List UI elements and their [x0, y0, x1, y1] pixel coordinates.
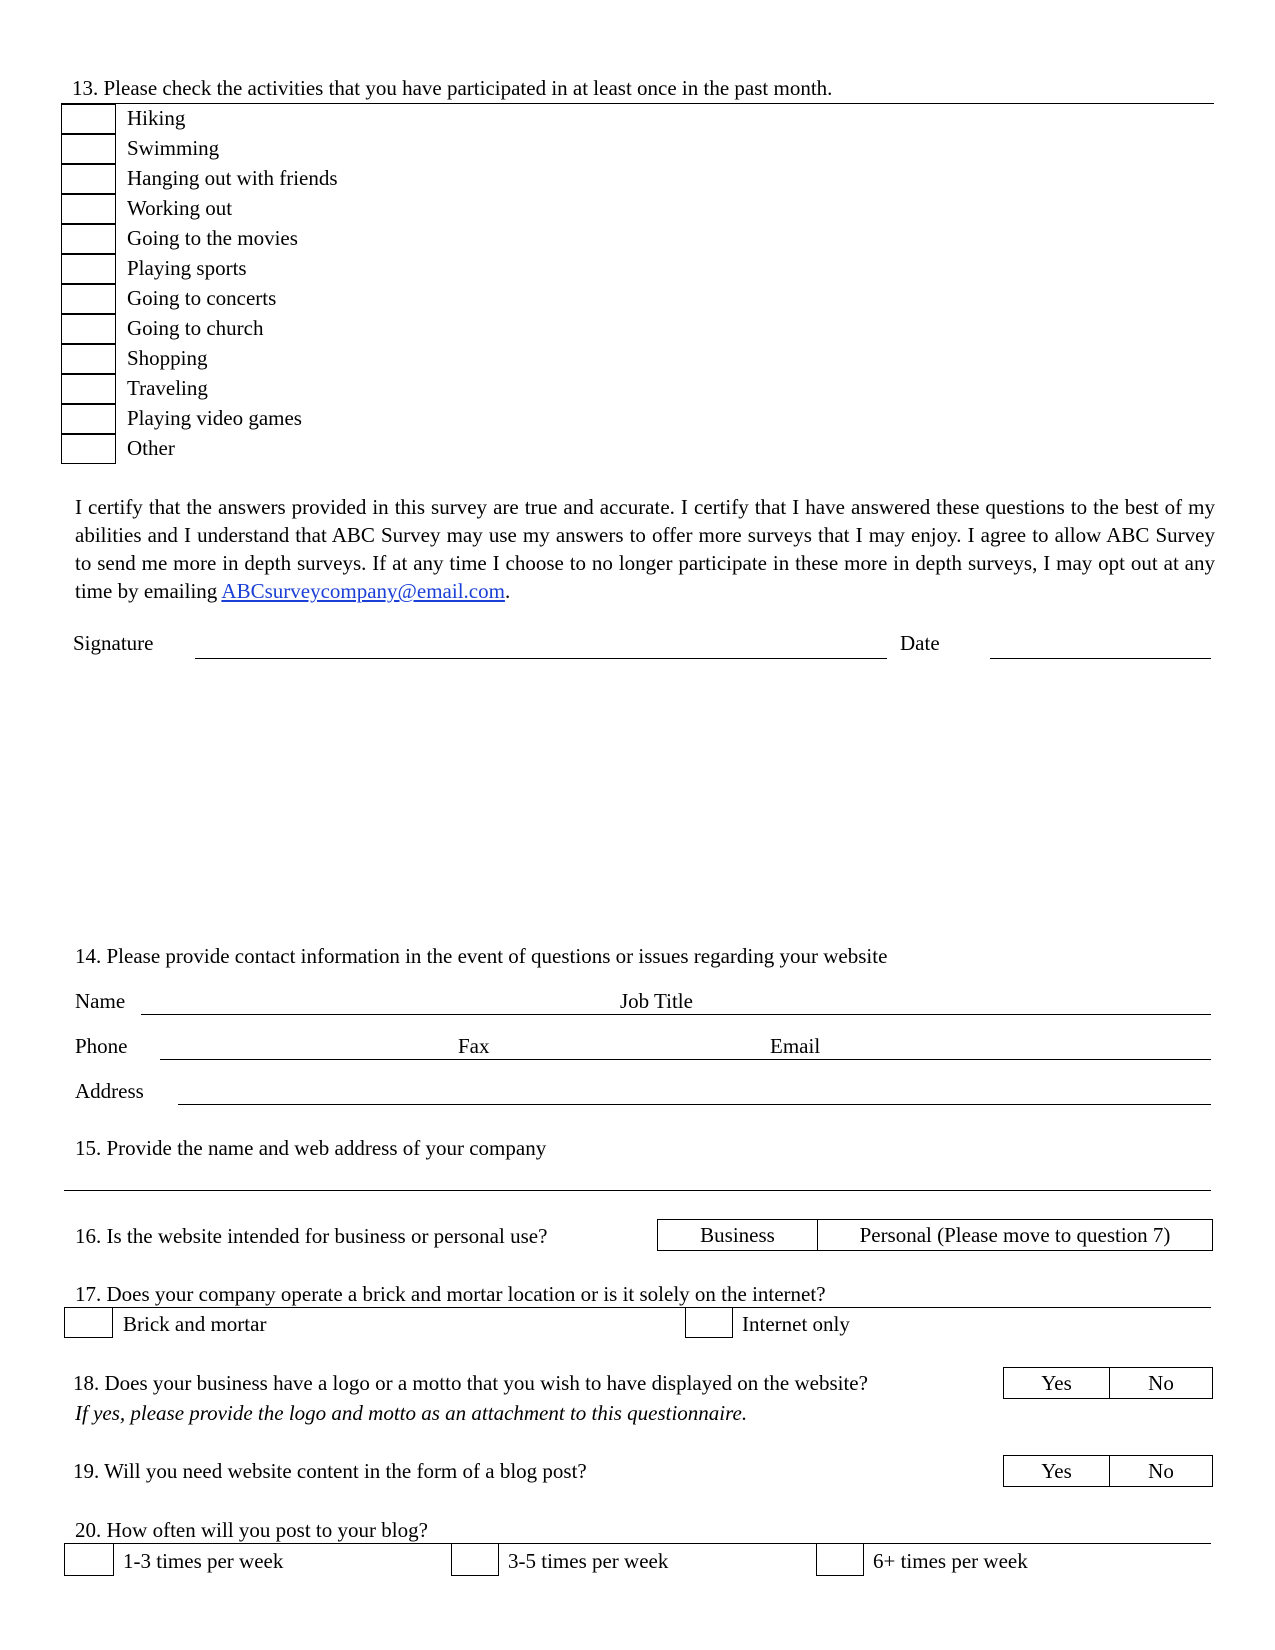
q13-option-label: Hiking	[127, 106, 186, 130]
q13-option-row	[61, 224, 661, 254]
q13-checkbox[interactable]	[61, 224, 116, 254]
q13-option-row	[61, 194, 661, 224]
q13-option-row	[61, 284, 661, 314]
q18-no-option[interactable]: No	[1109, 1368, 1212, 1398]
certification-end: .	[504, 579, 511, 603]
q13-option-row	[61, 134, 661, 164]
q18-note: If yes, please provide the logo and motto as an attachment to this questionnaire.	[75, 1401, 748, 1425]
q13-option-label: Hanging out with friends	[127, 166, 338, 190]
q13-checkbox[interactable]	[61, 164, 116, 194]
phone-label: Phone	[75, 1034, 128, 1058]
brick-label: Brick and mortar	[123, 1312, 267, 1336]
address-line[interactable]	[178, 1104, 1211, 1105]
q13-checkbox[interactable]	[61, 314, 116, 344]
q13-option-label: Playing video games	[127, 406, 302, 430]
q18-yes-option[interactable]: Yes	[1041, 1370, 1072, 1395]
q13-checkbox[interactable]	[61, 404, 116, 434]
q20-prompt: 20. How often will you post to your blog?	[75, 1518, 428, 1542]
q13-checkbox[interactable]	[61, 254, 116, 284]
name-label: Name	[75, 989, 126, 1013]
freq-1-3-checkbox[interactable]	[64, 1543, 114, 1576]
internet-label: Internet only	[742, 1312, 850, 1336]
fax-label: Fax	[458, 1034, 490, 1058]
q13-option-label: Playing sports	[127, 256, 247, 280]
job-title-label: Job Title	[620, 989, 693, 1013]
q19-choice-group	[1003, 1455, 1213, 1487]
internet-checkbox[interactable]	[685, 1307, 733, 1338]
q13-checkbox[interactable]	[61, 374, 116, 404]
business-option[interactable]: Business	[700, 1222, 775, 1247]
name-line[interactable]	[141, 1014, 1211, 1015]
q13-option-label: Swimming	[127, 136, 220, 160]
q13-checkbox[interactable]	[61, 194, 116, 224]
q17-rule	[64, 1307, 1211, 1308]
freq-3-5-checkbox[interactable]	[451, 1543, 499, 1576]
freq-3-5-label: 3-5 times per week	[508, 1549, 669, 1573]
q13-option-row	[61, 164, 661, 194]
q14-prompt: 14. Please provide contact information in the event of questions or issues regarding your website	[75, 944, 888, 968]
date-label: Date	[900, 631, 940, 655]
email-link[interactable]: ABCsurveycompany@email.com	[221, 579, 505, 603]
q19-no-option[interactable]: No	[1109, 1456, 1212, 1486]
q13-option-label: Working out	[127, 196, 233, 220]
q18-choice-group	[1003, 1367, 1213, 1399]
q18-prompt: 18. Does your business have a logo or a motto that you wish to have displayed on the website?	[73, 1371, 868, 1395]
q13-checkbox[interactable]	[61, 344, 116, 374]
q16-prompt: 16. Is the website intended for business or personal use?	[75, 1224, 548, 1248]
q13-option-row	[61, 434, 661, 464]
q13-option-row	[61, 344, 661, 374]
q13-option-label: Going to church	[127, 316, 264, 340]
q19-prompt: 19. Will you need website content in the form of a blog post?	[73, 1459, 587, 1483]
q13-checkbox[interactable]	[61, 434, 116, 464]
q13-checkbox[interactable]	[61, 284, 116, 314]
certification-body: I certify that the answers provided in this survey are true and accurate. I certify that I have answered these questions to the best of my abilities and I understand that ABC Survey may use my answers to offer more surveys that I may enjoy. I agree to allow ABC Survey to send me more in depth surveys. If at any time I choose to no longer participate in these more in depth surveys, I may opt out at any time by emailing	[75, 495, 1215, 603]
q13-option-row	[61, 404, 661, 434]
q13-option-label: Shopping	[127, 346, 208, 370]
q13-option-row	[61, 314, 661, 344]
personal-option[interactable]: Personal (Please move to question 7)	[817, 1220, 1212, 1250]
freq-1-3-label: 1-3 times per week	[123, 1549, 284, 1573]
q13-option-row	[61, 254, 661, 284]
freq-6-plus-checkbox[interactable]	[816, 1543, 864, 1576]
q17-prompt: 17. Does your company operate a brick and mortar location or is it solely on the internet?	[75, 1282, 826, 1306]
q13-checkbox[interactable]	[61, 134, 116, 164]
q15-prompt: 15. Provide the name and web address of your company	[75, 1136, 547, 1160]
brick-checkbox[interactable]	[64, 1307, 113, 1338]
address-label: Address	[75, 1079, 144, 1103]
email-label: Email	[770, 1034, 821, 1058]
q13-option-row	[61, 104, 661, 134]
q20-rule	[64, 1543, 1211, 1544]
certification-text	[75, 493, 1215, 605]
q13-prompt: 13. Please check the activities that you have participated in at least once in the past month.	[72, 76, 833, 100]
signature-line[interactable]	[195, 658, 887, 659]
date-line[interactable]	[990, 658, 1211, 659]
q13-option-label: Traveling	[127, 376, 208, 400]
company-line[interactable]	[64, 1190, 1211, 1191]
q13-option-label: Other	[127, 436, 175, 460]
q19-yes-option[interactable]: Yes	[1041, 1458, 1072, 1483]
q13-option-row	[61, 374, 661, 404]
q16-choice-group	[657, 1219, 1213, 1251]
signature-label: Signature	[73, 631, 154, 655]
q13-checkbox[interactable]	[61, 104, 116, 134]
q13-option-label: Going to concerts	[127, 286, 277, 310]
freq-6-plus-label: 6+ times per week	[873, 1549, 1028, 1573]
q13-option-label: Going to the movies	[127, 226, 298, 250]
phone-line[interactable]	[160, 1059, 1211, 1060]
